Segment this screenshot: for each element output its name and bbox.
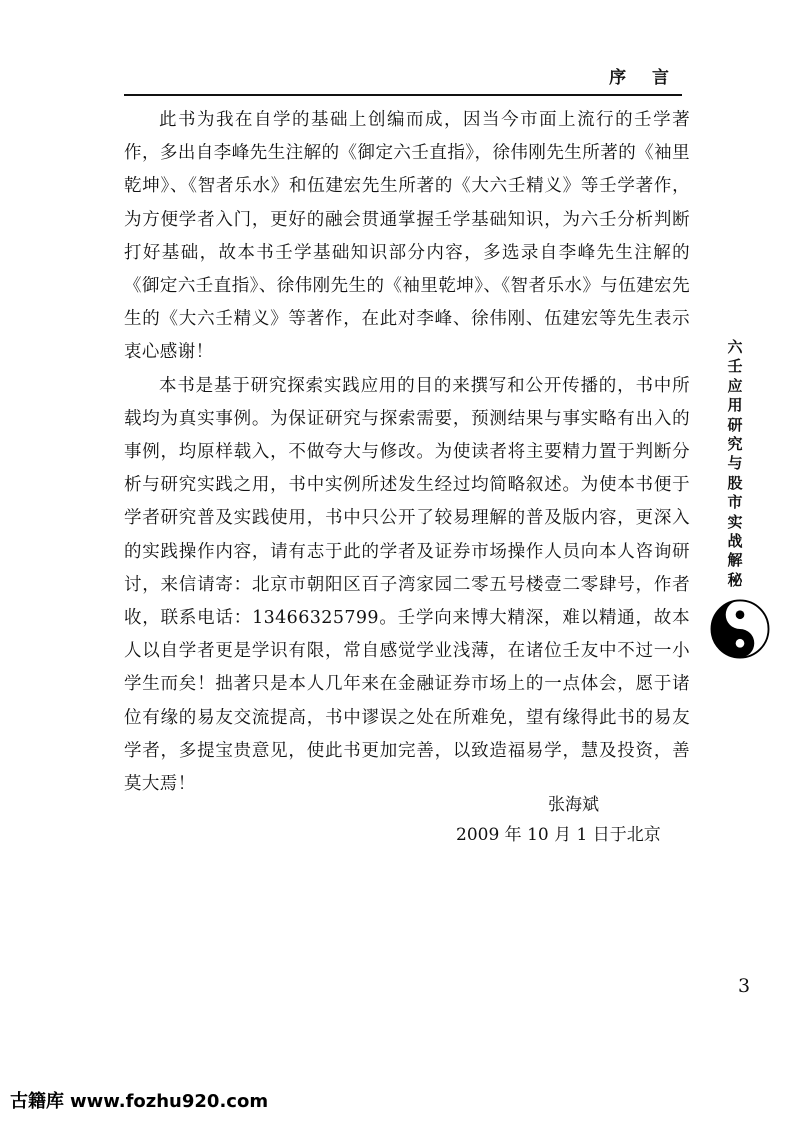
- side-book-title: 六壬应用研究与股市实战解秘: [727, 338, 743, 589]
- page-number: 3: [738, 975, 751, 997]
- signature-date: 2009 年 10 月 1 日于北京: [456, 825, 661, 845]
- paragraph-1: 此书为我在自学的基础上创编而成，因当今市面上流行的壬学著作，多出自李峰先生注解的《御定六壬直指》，徐伟刚先生所著的《袖里乾坤》、《智者乐水》和伍建宏先生所著的《大六壬精义》等壬学著作，为方便学者入门，更好的融会贯通掌握壬学基础知识，为六壬分析判断打好基础，故本书壬学基础知识部分内容，多选录自李峰先生注解的《御定六壬直指》、徐伟刚先生的《袖里乾坤》、《智者乐水》与伍建宏先生的《大六壬精义》等著作，在此对李峰、徐伟刚、伍建宏等先生表示衷心感谢！: [124, 110, 690, 363]
- author-signature: 张海斌: [548, 795, 599, 815]
- watermark-site-name: 古籍库: [10, 1091, 64, 1112]
- site-watermark: [10, 1087, 268, 1113]
- header-divider: [124, 94, 682, 96]
- paragraph-2: 本书是基于研究探索实践应用的目的来撰写和公开传播的，书中所载均为真实事例。为保证研究与探索需要，预测结果与事实略有出入的事例，均原样载入，不做夸大与修改。为使读者将主要精力置于判断分析与研究实践之用，书中实例所述发生经过均简略叙述。为使本书便于学者研究普及实践使用，书中只公开了较易理解的普及版内容，更深入的实践操作内容，请有志于此的学者及证券市场操作人员向本人咨询研讨，来信请寄：北京市朝阳区百子湾家园二零五号楼壹二零肆号，作者收，联系电话：13466325799。壬学向来博大精深，难以精通，故本人以自学者更是学识有限，常自感觉学业浅薄，在诸位壬友中不过一小学生而矣！拙著只是本人几年来在金融证券市场上的一点体会，愿于诸位有缘的易友交流提高，书中谬误之处在所难免，望有缘得此书的易友学者，多提宝贵意见，使此书更加完善，以致造福易学，慧及投资，善莫大焉！: [124, 375, 690, 795]
- running-header-title: 序 言: [609, 68, 679, 88]
- preface-body: [124, 104, 690, 801]
- yin-yang-icon: [709, 598, 771, 660]
- watermark-domain: www.fozhu920.com: [70, 1091, 269, 1112]
